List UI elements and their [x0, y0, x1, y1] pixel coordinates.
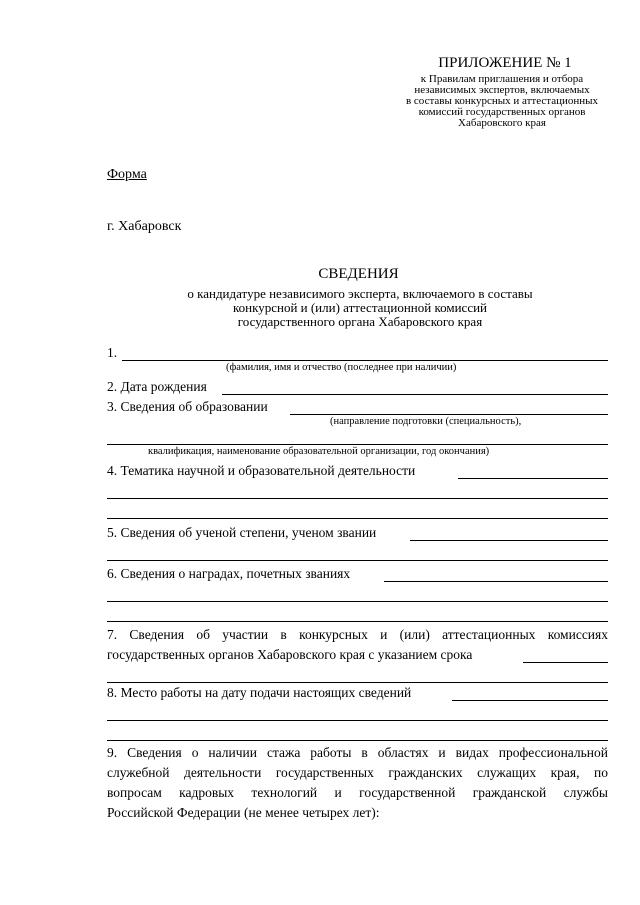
field-2-label: 2. Дата рождения: [107, 379, 207, 394]
field-2-line[interactable]: [222, 394, 608, 395]
appendix-title: ПРИЛОЖЕНИЕ № 1: [438, 55, 572, 71]
field-8-label: 8. Место работы на дату подачи настоящих сведений: [107, 685, 412, 700]
document-title: СВЕДЕНИЯ: [318, 266, 399, 282]
document-subtitle: [140, 287, 580, 329]
field-7-line-2-input[interactable]: [107, 682, 608, 683]
appendix-subtitle-line: независимых экспертов, включаемых: [414, 84, 590, 96]
field-3-label: 3. Сведения об образовании: [107, 399, 268, 414]
form-label: Форма: [107, 167, 147, 182]
appendix-subtitle-line: в составы конкурсных и аттестационных: [405, 95, 599, 107]
field-9-text: [107, 743, 608, 823]
appendix-subtitle-line: Хабаровского края: [458, 117, 546, 129]
city-label: г. Хабаровск: [107, 219, 182, 234]
field-3-caption-2: квалификация, наименование образовательной организации, год окончания): [148, 446, 490, 457]
field-7-line-2: государственных органов Хабаровского края с указанием срока: [107, 647, 473, 662]
field-6-line-2[interactable]: [107, 601, 608, 602]
field-8-line[interactable]: [452, 700, 608, 701]
field-9-line: вопросам кадровых технологий и государственной гражданской службы: [107, 785, 608, 800]
field-9-line: 9. Сведения о наличии стажа работы в областях и видах профессиональной: [107, 745, 608, 760]
field-5-label: 5. Сведения об ученой степени, ученом звании: [107, 525, 377, 540]
field-4-line[interactable]: [458, 478, 608, 479]
field-5-line[interactable]: [410, 540, 608, 541]
field-6-line-3[interactable]: [107, 621, 608, 622]
field-1-caption: (фамилия, имя и отчество (последнее при наличии): [226, 362, 457, 373]
appendix-subtitle: [372, 74, 632, 129]
field-1-line[interactable]: [122, 360, 608, 361]
field-4-line-3[interactable]: [107, 518, 608, 519]
field-9-line: Российской Федерации (не менее четырех лет):: [107, 805, 380, 820]
document-subtitle-line: о кандидатуре независимого эксперта, включаемого в составы: [187, 286, 533, 301]
document-subtitle-line: государственного органа Хабаровского края: [237, 314, 483, 329]
field-8-line-3[interactable]: [107, 740, 608, 741]
field-4-label: 4. Тематика научной и образовательной деятельности: [107, 463, 416, 478]
field-3-caption-1: (направление подготовки (специальность),: [330, 416, 522, 427]
field-8-line-2[interactable]: [107, 720, 608, 721]
field-7-line[interactable]: [523, 662, 608, 663]
field-1-label: 1.: [107, 345, 118, 360]
document-subtitle-line: конкурсной и (или) аттестационной комиссий: [232, 300, 488, 315]
field-3-line-2[interactable]: [107, 444, 608, 445]
field-3-line[interactable]: [290, 414, 608, 415]
field-9-line: служебной деятельности государственных гражданских служащих края, по: [107, 765, 608, 780]
field-5-line-2[interactable]: [107, 560, 608, 561]
field-7-line-1: 7. Сведения об участии в конкурсных и (или) аттестационных комиссиях: [107, 627, 608, 642]
field-6-line[interactable]: [384, 581, 608, 582]
field-4-line-2[interactable]: [107, 498, 608, 499]
appendix-subtitle-line: к Правилам приглашения и отбора: [420, 73, 584, 85]
appendix-subtitle-line: комиссий государственных органов: [418, 106, 586, 118]
field-6-label: 6. Сведения о наградах, почетных званиях: [107, 566, 351, 581]
